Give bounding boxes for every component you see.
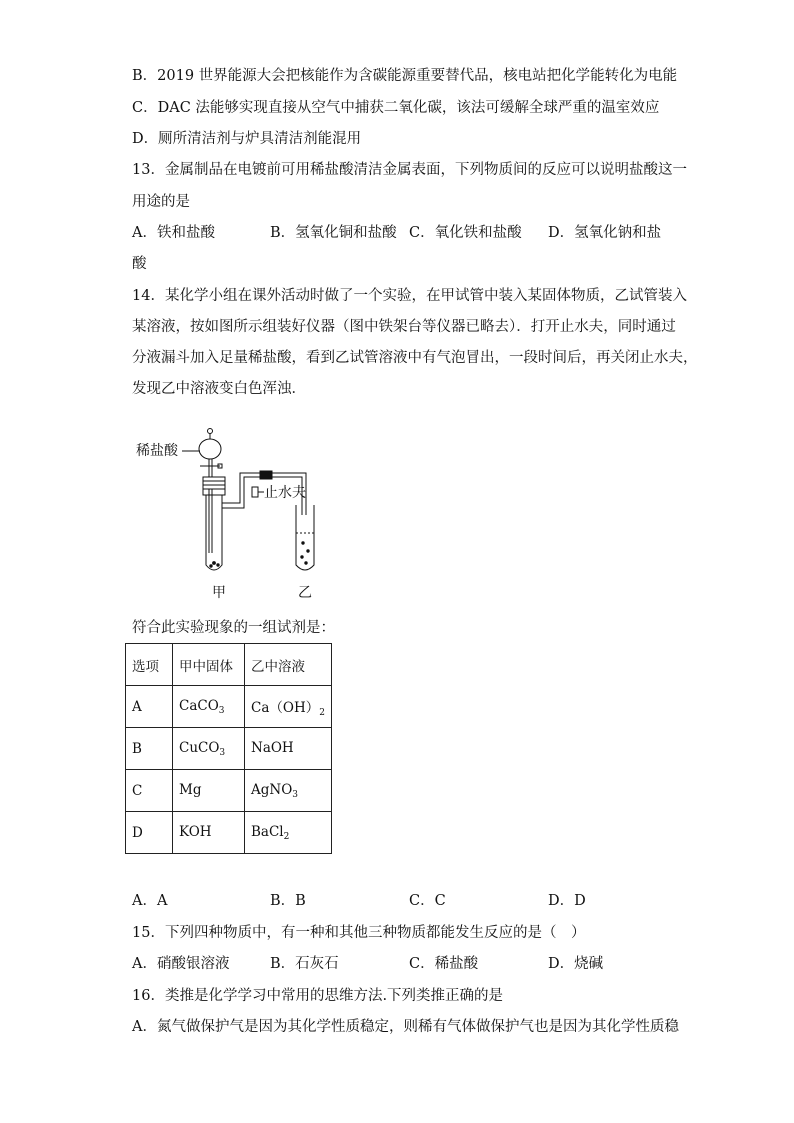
- table-cell-solid: [173, 728, 245, 770]
- q16-option-a: A．氮气做保护气是因为其化学性质稳定，则稀有气体做保护气也是因为其化学性质稳: [132, 1019, 679, 1035]
- table-header-cell: 乙中溶液: [245, 644, 332, 686]
- formula-main: Mg: [179, 781, 202, 798]
- tube-jia-label: 甲: [212, 585, 226, 601]
- formula-main: AgNO: [251, 781, 293, 798]
- option-d-prev: D．厕所清洁剂与炉具清洁剂能混用: [132, 131, 362, 147]
- q14-option-c: C．C: [409, 893, 446, 909]
- table-cell-solid: [173, 812, 245, 854]
- q14-stem-line4: 发现乙中溶液变白色浑浊．: [132, 381, 306, 397]
- q16-stem: 16．类推是化学学习中常用的思维方法.下列类推正确的是: [132, 988, 504, 1004]
- q15-option-b: B．石灰石: [270, 956, 339, 972]
- table-cell-solid: [173, 686, 245, 728]
- q13-option-c: C．氧化铁和盐酸: [409, 225, 522, 241]
- q14-stem-line1: 14．某化学小组在课外活动时做了一个实验，在甲试管中装入某固体物质，乙试管装入: [132, 288, 687, 304]
- q13-option-d-wrap: 酸: [132, 256, 147, 272]
- q14-table-intro: 符合此实验现象的一组试剂是：: [132, 620, 335, 636]
- table-cell-solution: [245, 770, 332, 812]
- table-header-row: [126, 644, 332, 686]
- table-cell-solution: [245, 686, 332, 728]
- table-cell-option: C: [126, 770, 173, 812]
- tube-yi-label: 乙: [298, 585, 312, 601]
- table-header-cell: 甲中固体: [173, 644, 245, 686]
- q14-stem-line2: 某溶液，按如图所示组装好仪器（图中铁架台等仪器已略去）．打开止水夫，同时通过: [132, 319, 676, 335]
- test-tube-jia-icon: [203, 477, 225, 570]
- q14-option-a: A．A: [132, 893, 168, 909]
- table-cell-option: B: [126, 728, 173, 770]
- q14-option-b: B．B: [270, 893, 306, 909]
- q13-option-b: B．氢氧化铜和盐酸: [270, 225, 397, 241]
- formula-main: BaCl: [251, 823, 284, 840]
- test-tube-yi-icon: [296, 505, 314, 570]
- option-c-prev: C．DAC 法能够实现直接从空气中捕获二氧化碳，该法可缓解全球严重的温室效应: [132, 100, 660, 116]
- q15-stem: 15．下列四种物质中，有一种和其他三种物质都能发生反应的是（ ）: [132, 925, 586, 941]
- table-row: [126, 770, 332, 812]
- formula-sub: 3: [218, 705, 225, 716]
- q15-option-d: D．烧碱: [548, 956, 604, 972]
- formula-sub: 3: [292, 789, 299, 800]
- reagent-table: [125, 643, 332, 854]
- table-row: [126, 728, 332, 770]
- q13-stem-line2: 用途的是: [132, 194, 190, 210]
- clamp-label: 止水夫: [264, 485, 306, 501]
- table-cell-solid: [173, 770, 245, 812]
- table-row: [126, 812, 332, 854]
- q15-option-c: C．稀盐酸: [409, 956, 479, 972]
- table-cell-solution: [245, 728, 332, 770]
- formula-main: CaCO: [179, 697, 219, 714]
- formula-main: CuCO: [179, 739, 220, 756]
- q13-option-d: D．氢氧化钠和盐: [548, 225, 662, 241]
- q13-option-a: A．铁和盐酸: [132, 225, 215, 241]
- formula-main: KOH: [179, 823, 212, 840]
- table-cell-option: D: [126, 812, 173, 854]
- q14-option-d: D．D: [548, 893, 586, 909]
- apparatus-diagram: [130, 425, 330, 605]
- acid-label: 稀盐酸: [136, 443, 178, 459]
- formula-main: NaOH: [251, 739, 294, 756]
- q14-stem-line3: 分液漏斗加入足量稀盐酸，看到乙试管溶液中有气泡冒出，一段时间后，再关闭止水夫，: [132, 350, 698, 366]
- q15-option-a: A．硝酸银溶液: [132, 956, 230, 972]
- formula-sub: 3: [219, 747, 226, 758]
- table-cell-solution: [245, 812, 332, 854]
- option-b-prev: B．2019 世界能源大会把核能作为含碳能源重要替代品，核电站把化学能转化为电能: [132, 68, 678, 84]
- table-row: [126, 686, 332, 728]
- formula-sub: 2: [283, 831, 290, 842]
- formula-main: Ca（OH）: [251, 699, 320, 716]
- table-header-cell: 选项: [126, 644, 173, 686]
- table-cell-option: A: [126, 686, 173, 728]
- formula-sub: 2: [319, 707, 325, 718]
- q13-stem-line1: 13．金属制品在电镀前可用稀盐酸清洁金属表面，下列物质间的反应可以说明盐酸这一: [132, 162, 687, 178]
